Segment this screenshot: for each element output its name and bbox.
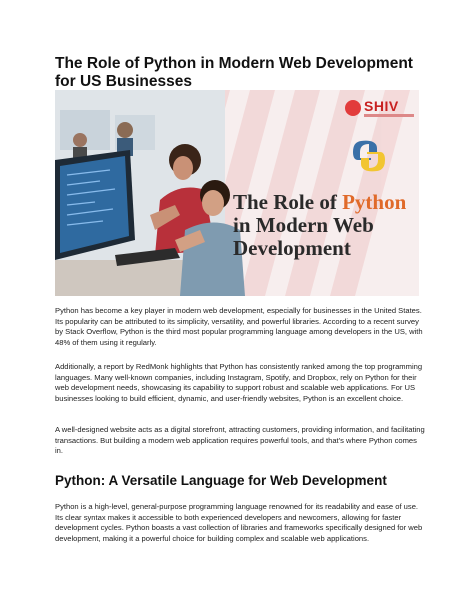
paragraph-redmonk: Additionally, a report by RedMonk highlights that Python has consistently ranked among the top programming languages. Many well-known companies, including Instagram, Spotify, and Dropbox, rely on Python for their web development needs, showcasing its capability to support robust and scalable web applications. For US businesses looking to build efficient, dynamic, and user-friendly websites, Python is an excellent choice.: [55, 362, 423, 403]
hero-banner: [55, 90, 419, 296]
shiv-logo-icon: [345, 98, 415, 124]
hero-heading-part1: The Role of: [233, 190, 343, 214]
brand-name: SHIV: [364, 98, 399, 114]
hero-heading: [233, 191, 419, 260]
paragraph-intro: Python has become a key player in modern web development, especially for businesses in the United States. Its popularity can be attributed to its simplicity, versatility, and powerful libraries. According to a recent survey by Stack Overflow, Python is the third most popular programming language among developers in the US, with 48% of them using it regularly.: [55, 306, 423, 347]
section-heading: Python: A Versatile Language for Web Development: [55, 473, 387, 488]
paragraph-storefront: A well-designed website acts as a digital storefront, attracting customers, providing information, and facilitating transactions. But building a modern web application requires powerful tools, and that's where Python comes in.: [55, 425, 425, 456]
hero-heading-python: Python: [342, 190, 407, 214]
paragraph-versatile: Python is a high-level, general-purpose programming language renowned for its readability and ease of use. Its clear syntax makes it accessible to both experienced developers and newcomers, allowing for faster development cycles. Python boasts a vast collection of libraries and frameworks specifically designed for web development, making it a powerful choice for building complex and scalable web applications.: [55, 502, 423, 543]
page-title: The Role of Python in Modern Web Development for US Businesses: [55, 55, 413, 90]
hero-heading-part2: in Modern Web Development: [233, 213, 374, 260]
